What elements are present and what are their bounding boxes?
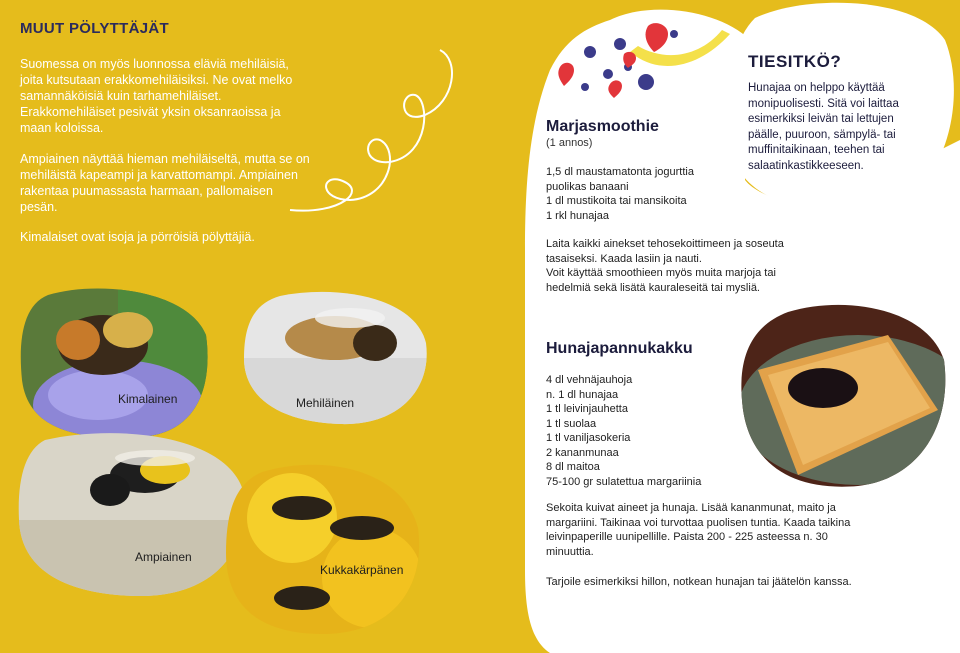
- hoverfly-photo: [222, 458, 422, 636]
- wasp-photo: [15, 430, 247, 598]
- pancake-serving: Tarjoile esimerkiksi hillon, notkean hunajan tai jäätelön kanssa.: [546, 576, 852, 588]
- ingredient-item: n. 1 dl hunajaa: [546, 388, 619, 401]
- ampiainen-label: Ampiainen: [135, 550, 192, 564]
- tiesitko-title: TIESITKÖ?: [748, 52, 842, 71]
- pancake-instructions: Sekoita kuivat aineet ja hunaja. Lisää kananmunat, maito ja margariini. Taikinaa voi turvottaa puolisen tuntia. Kaada taikina leivinpaperille uunipellille. Paista 200 - 225 asteessa n. 30 minuuttia.: [546, 502, 851, 558]
- ingredient-item: 1 dl mustikoita tai mansikoita: [546, 195, 687, 207]
- ingredient-item: 2 kananmunaa: [546, 446, 619, 459]
- bumblebee-paragraph: Kimalaiset ovat isoja ja pörröisiä pölyttäjiä.: [20, 230, 255, 244]
- ingredient-item: 1 tl vaniljasokeria: [546, 432, 631, 444]
- kukkakarpanen-label: Kukkakärpänen: [320, 563, 404, 577]
- smoothie-variation: Voit käyttää smoothieen myös muita marjoja tai hedelmiä sekä lisätä kauraleseitä tai mysliä.: [546, 267, 776, 294]
- ingredient-item: 1 tl suolaa: [546, 417, 597, 430]
- ingredient-item: puolikas banaani: [546, 180, 629, 193]
- smoothie-ingredients: [546, 165, 726, 223]
- wasp-paragraph: Ampiainen näyttää hieman mehiläiseltä, mutta se on mehiläistä kapeampi ja karvattomampi. Ampiainen rakentaa puumassasta harmaan, pallomaisen pesän.: [20, 152, 310, 214]
- pancake-title: Hunajapannukakku: [546, 340, 693, 357]
- smoothie-instructions: Laita kaikki ainekset tehosekoittimeen ja soseuta tasaiseksi. Kaada lasiin ja nauti.: [546, 238, 784, 265]
- intro-paragraph: Suomessa on myös luonnossa eläviä mehiläisiä, joita kutsutaan erakkomehiläisiksi. Ne ovat melko samannäköisiä kuin tarhamehiläiset. Erakkomehiläiset pesivät yksin oksanraoissa ja maan koloissa.: [20, 57, 293, 135]
- smoothie-servings: (1 annos): [546, 137, 593, 149]
- tiesitko-text: Hunajaa on helppo käyttää monipuolisesti. Sitä voi laittaa esimerkiksi leivän tai lettujen päälle, puuroon, sämpylä- tai muffinitaikinaan, teehen tai salaatinkastikkeeseen.: [748, 82, 899, 172]
- bumblebee-photo: [18, 285, 210, 440]
- pancake-photo: [738, 300, 948, 490]
- section-title: MUUT PÖLYTTÄJÄT: [20, 20, 169, 37]
- ingredient-item: 4 dl vehnäjauhoja: [546, 374, 633, 386]
- fruit-decoration: [550, 22, 735, 102]
- ingredient-item: 75-100 gr sulatettua margariinia: [546, 475, 702, 488]
- kimalainen-label: Kimalainen: [118, 392, 178, 406]
- ingredient-item: 8 dl maitoa: [546, 461, 600, 473]
- pancake-ingredients: [546, 373, 736, 489]
- ingredient-item: 1,5 dl maustamatonta jogurttia: [546, 166, 694, 178]
- ingredient-item: 1 rkl hunajaa: [546, 209, 609, 222]
- ingredient-item: 1 tl leivinjauhetta: [546, 403, 628, 415]
- mehilainen-label: Mehiläinen: [296, 396, 355, 410]
- smoothie-title: Marjasmoothie: [546, 118, 659, 135]
